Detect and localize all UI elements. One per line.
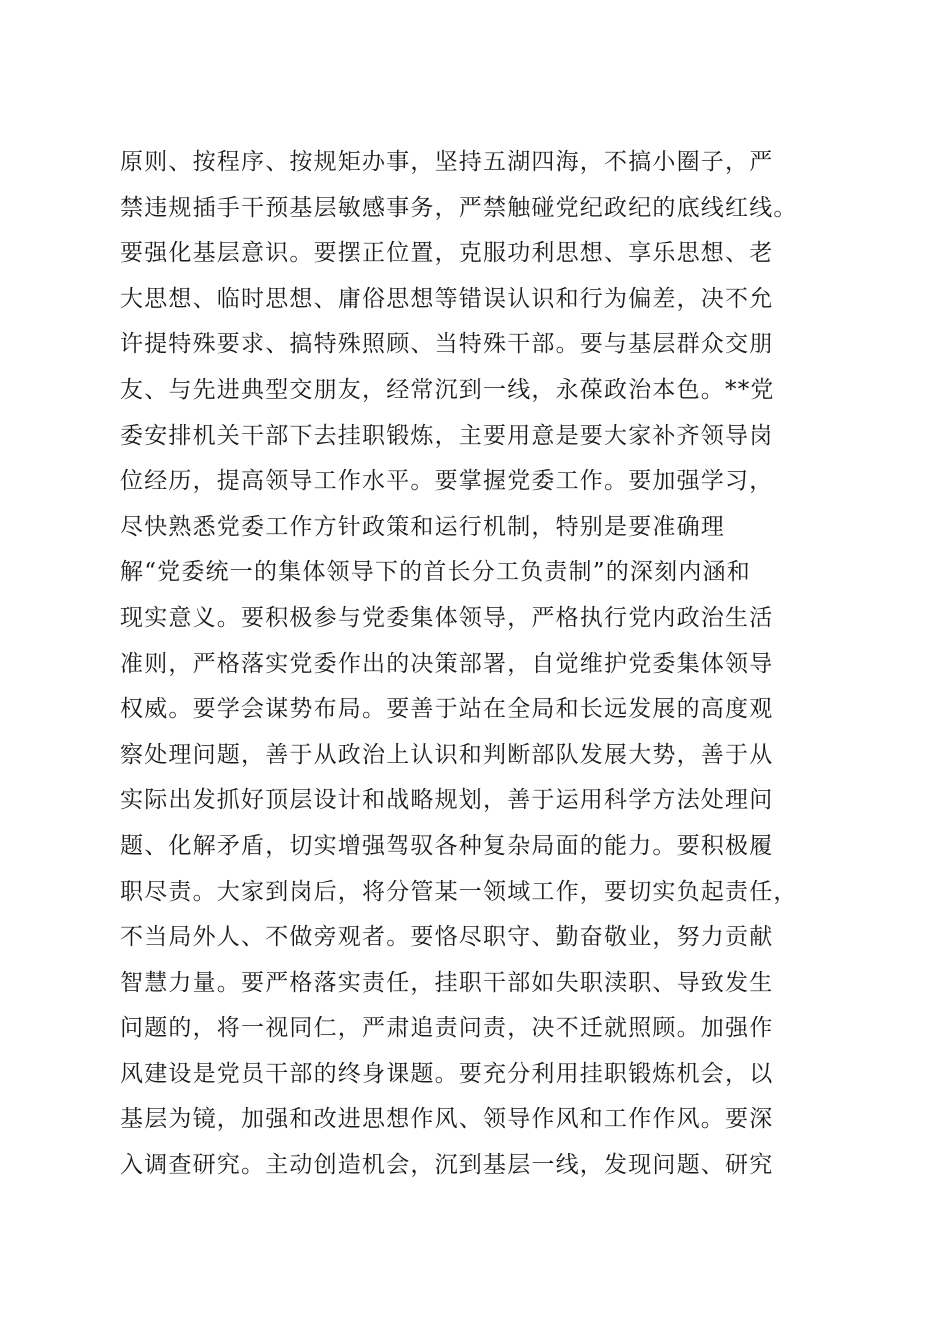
text-line: 实际出发抓好顶层设计和战略规划，善于运用科学方法处理问	[120, 787, 774, 814]
text-line: 原则、按程序、按规矩办事，坚持五湖四海，不搞小圈子，严	[120, 149, 774, 175]
text-line: 大思想、临时思想、庸俗思想等错误认识和行为偏差，决不允	[120, 285, 774, 312]
text-line: 许提特殊要求、搞特殊照顾、当特殊干部。要与基层群众交朋	[120, 331, 774, 358]
text-line: 委安排机关干部下去挂职锻炼，主要用意是要大家补齐领导岗	[120, 422, 774, 449]
text-line: 题、化解矛盾，切实增强驾驭各种复杂局面的能力。要积极履	[120, 832, 774, 859]
text-line: 智慧力量。要严格落实责任，挂职干部如失职渎职、导致发生	[120, 969, 774, 996]
text-line: 入调查研究。主动创造机会，沉到基层一线，发现问题、研究	[120, 1152, 774, 1179]
text-line: 准则，严格落实党委作出的决策部署，自觉维护党委集体领导	[120, 650, 774, 677]
text-line: 禁违规插手干预基层敏感事务，严禁触碰党纪政纪的底线红线。	[120, 194, 798, 221]
text-line: 位经历，提高领导工作水平。要掌握党委工作。要加强学习，	[120, 468, 774, 495]
text-line: 基层为镜，加强和改进思想作风、领导作风和工作作风。要深	[120, 1106, 774, 1133]
text-line: 察处理问题，善于从政治上认识和判断部队发展大势，善于从	[120, 741, 774, 768]
text-line: 现实意义。要积极参与党委集体领导，严格执行党内政治生活	[120, 604, 774, 631]
text-line: 权威。要学会谋势布局。要善于站在全局和长远发展的高度观	[120, 696, 774, 723]
text-line: 尽快熟悉党委工作方针政策和运行机制，特别是要准确理	[120, 513, 725, 540]
text-line: 风建设是党员干部的终身课题。要充分利用挂职锻炼机会，以	[120, 1060, 774, 1087]
text-line: 不当局外人、不做旁观者。要恪尽职守、勤奋敬业，努力贡献	[120, 924, 774, 951]
text-line: 解“党委统一的集体领导下的首长分工负责制”的深刻内涵和	[120, 559, 751, 586]
text-line: 职尽责。大家到岗后，将分管某一领域工作，要切实负起责任，	[120, 878, 798, 905]
text-line: 问题的，将一视同仁，严肃追责问责，决不迁就照顾。加强作	[120, 1015, 774, 1042]
text-line: 友、与先进典型交朋友，经常沉到一线，永葆政治本色。**党	[120, 376, 775, 403]
text-line: 要强化基层意识。要摆正位置，克服功利思想、享乐思想、老	[120, 240, 774, 267]
body-text	[120, 140, 835, 1189]
